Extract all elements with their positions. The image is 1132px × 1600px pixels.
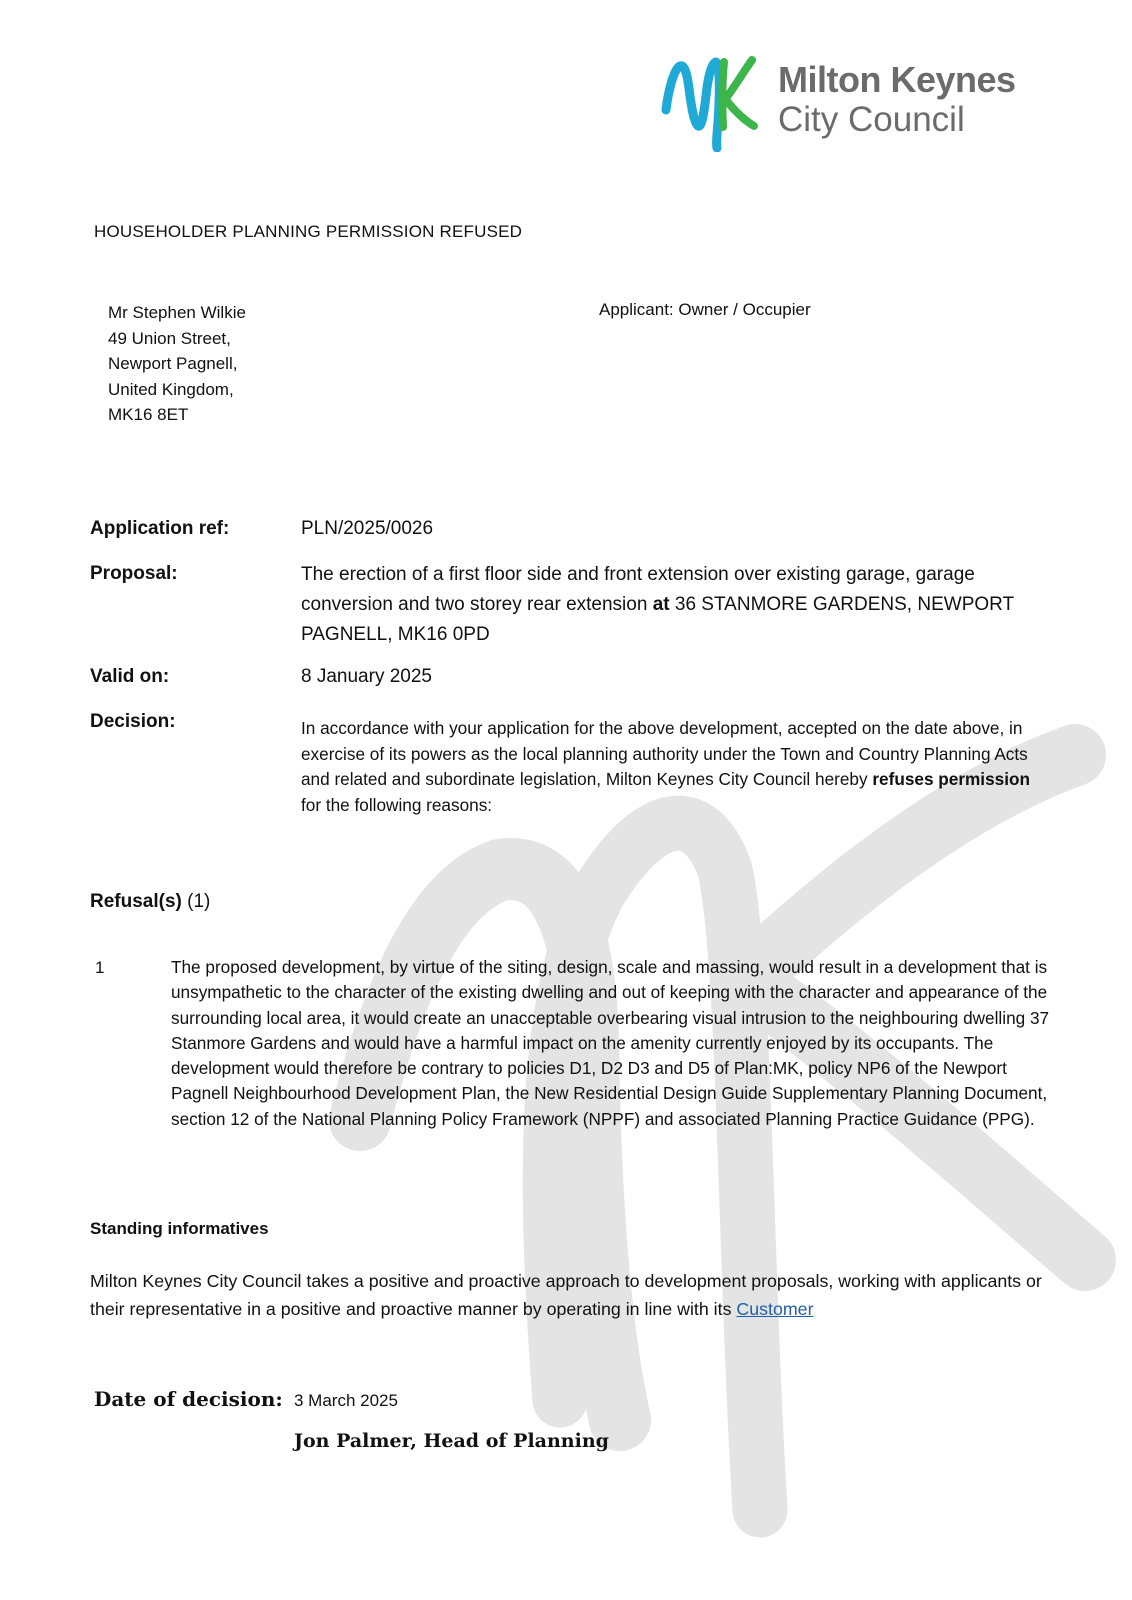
council-logo — [668, 56, 1068, 156]
proposal-value — [301, 560, 1061, 650]
refusals-heading-label: Refusal(s) — [90, 891, 182, 912]
application-ref-label: Application ref: — [90, 518, 230, 539]
valid-on-label: Valid on: — [90, 666, 170, 687]
mk-logo-icon — [660, 52, 760, 152]
decision-date-value: 3 March 2025 — [294, 1391, 398, 1410]
customer-link[interactable]: Customer — [736, 1298, 814, 1319]
decision-text-end: for the following reasons: — [301, 794, 493, 815]
refusal-reason-text: The proposed development, by virtue of the siting, design, scale and massing, would result in a development that is unsympathetic to the character of the existing dwelling and out of keeping with the character and appearance of the surrounding local area, it would create an unacceptable overbearing visual intrusion to the neighbouring dwelling 37 Stanmore Gardens and would have a harmful impact on the amenity currently enjoyed by its occupants. The development would therefore be contrary to policies D1, D2 D3 and D5 of Plan:MK, policy NP6 of the Newport Pagnell Neighbourhood Development Plan, the New Residential Design Guide Supplementary Planning Document, section 12 of the National Planning Policy Framework (NPPF) and associated Planning Practice Guidance (PPG). — [171, 957, 1050, 1129]
refusals-heading — [90, 891, 210, 913]
decision-date-label: Date of decision: — [94, 1387, 283, 1411]
address-line-3: United Kingdom, — [108, 379, 234, 399]
decision-text — [301, 716, 1046, 818]
informatives-heading: Standing informatives — [90, 1219, 269, 1238]
proposal-label: Proposal: — [90, 563, 178, 584]
address-postcode: MK16 8ET — [108, 405, 189, 424]
decision-label: Decision: — [90, 711, 176, 732]
proposal-at: at — [652, 594, 670, 615]
valid-on-value: 8 January 2025 — [301, 666, 432, 687]
applicant-type: Applicant: Owner / Occupier — [599, 300, 811, 319]
decision-refuses: refuses permission — [872, 769, 1030, 789]
proposal-address: 36 STANMORE GARDENS, NEWPORT PAGNELL, MK16 0PD — [301, 594, 1014, 645]
address-line-1: 49 Union Street, — [108, 328, 231, 348]
addressee-block — [108, 300, 246, 428]
address-line-2: Newport Pagnell, — [108, 354, 238, 373]
refusal-reason-number: 1 — [95, 958, 105, 977]
refusals-count: (1) — [187, 891, 211, 912]
logo-line-1: Milton Keynes — [778, 59, 1016, 100]
document-title: HOUSEHOLDER PLANNING PERMISSION REFUSED — [94, 222, 523, 241]
application-ref-value: PLN/2025/0026 — [301, 518, 434, 539]
signatory: Jon Palmer, Head of Planning — [294, 1430, 609, 1452]
informatives-text — [90, 1268, 1050, 1323]
addressee-name: Mr Stephen Wilkie — [108, 303, 246, 322]
decision-text-main: In accordance with your application for the above development, accepted on the date above, in exercise of its powers as the local planning authority under the Town and Country Planning Acts and related and subordinate legislation, Milton Keynes City Council hereby — [301, 718, 1028, 789]
proposal-text: The erection of a first floor side and front extension over existing garage, garage conversion and two storey rear extension — [301, 564, 975, 615]
informatives-body: Milton Keynes City Council takes a positive and proactive approach to development proposals, working with applicants or their representative in a positive and proactive manner by operating in line with its — [90, 1271, 1042, 1319]
logo-line-2: City Council — [778, 100, 965, 139]
